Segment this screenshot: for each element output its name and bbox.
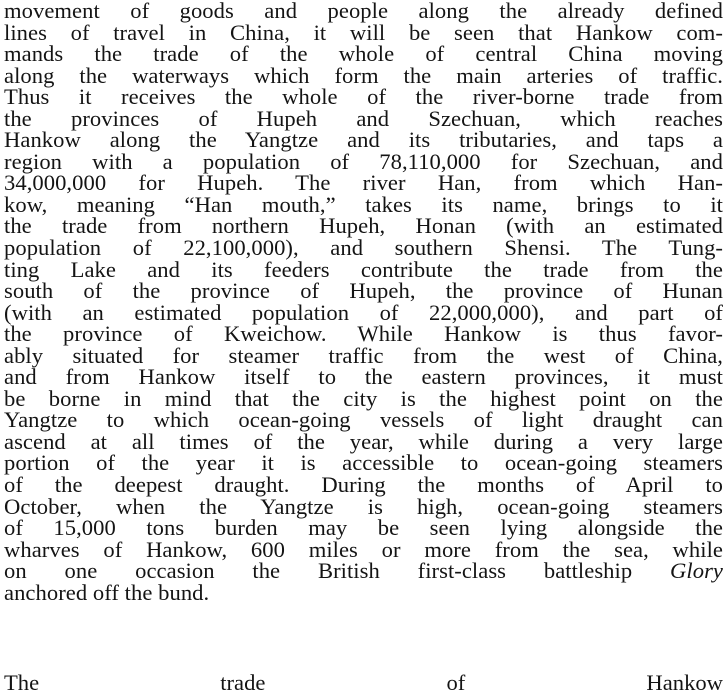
text-line-16: the province of Kweichow. While Hankow is thus favor- bbox=[4, 321, 723, 347]
partial-next-line bbox=[4, 670, 723, 696]
text-line-4: along the waterways which form the main arteries of traffic. bbox=[4, 62, 723, 88]
text-line-22: portion of the year it is accessible to ocean-going steamers bbox=[4, 450, 723, 476]
ship-name-glory: Glory bbox=[670, 558, 723, 584]
text-line-19: be borne in mind that the city is the highest point on the bbox=[4, 385, 723, 411]
text-line-15: (with an estimated population of 22,000,000), and part of bbox=[4, 299, 723, 325]
text-line-24: October, when the Yangtze is high, ocean-going steamers bbox=[4, 493, 723, 519]
text-line-6: the provinces of Hupeh and Szechuan, which reaches bbox=[4, 105, 723, 131]
text-line-13: ting Lake and its feeders contribute the trade from the bbox=[4, 256, 723, 282]
text-line-12: population of 22,100,000), and southern Shensi. The Tung- bbox=[4, 235, 723, 261]
text-line-27-main: on one occasion the British first-class battleship bbox=[4, 558, 633, 584]
text-line-18: and from Hankow itself to the eastern provinces, it must bbox=[4, 364, 723, 390]
text-line-7: Hankow along the Yangtze and its tributaries, and taps a bbox=[4, 127, 723, 153]
text-line-14: south of the province of Hupeh, the province of Hunan bbox=[4, 278, 723, 304]
text-line-25: of 15,000 tons burden may be seen lying alongside the bbox=[4, 515, 723, 541]
text-line-1: movement of goods and people along the already defined bbox=[4, 0, 723, 23]
text-line-27 bbox=[4, 560, 723, 582]
text-line-21: ascend at all times of the year, while during a very large bbox=[4, 428, 723, 454]
text-line-2: lines of travel in China, it will be seen that Hankow com- bbox=[4, 19, 723, 45]
text-line-28: anchored off the bund. bbox=[4, 579, 210, 605]
partial-next-line-text: The trade of Hankow bbox=[4, 670, 723, 695]
text-line-5: Thus it receives the whole of the river-borne trade from bbox=[4, 84, 723, 110]
text-line-3: mands the trade of the whole of central China moving bbox=[4, 41, 723, 67]
paragraph bbox=[4, 0, 723, 603]
text-line-20: Yangtze to which ocean-going vessels of light draught can bbox=[4, 407, 723, 433]
text-line-23: of the deepest draught. During the months of April to bbox=[4, 472, 723, 498]
text-line-26: wharves of Hankow, 600 miles or more from the sea, while bbox=[4, 536, 723, 562]
text-line-8: region with a population of 78,110,000 for Szechuan, and bbox=[4, 148, 723, 174]
text-line-11: the trade from northern Hupeh, Honan (with an estimated bbox=[4, 213, 723, 239]
document-page bbox=[4, 0, 723, 694]
text-line-10: kow, meaning “Han mouth,” takes its name, brings to it bbox=[4, 191, 723, 217]
text-line-17: ably situated for steamer traffic from the west of China, bbox=[4, 342, 723, 368]
text-line-9: 34,000,000 for Hupeh. The river Han, from which Han- bbox=[4, 170, 723, 196]
